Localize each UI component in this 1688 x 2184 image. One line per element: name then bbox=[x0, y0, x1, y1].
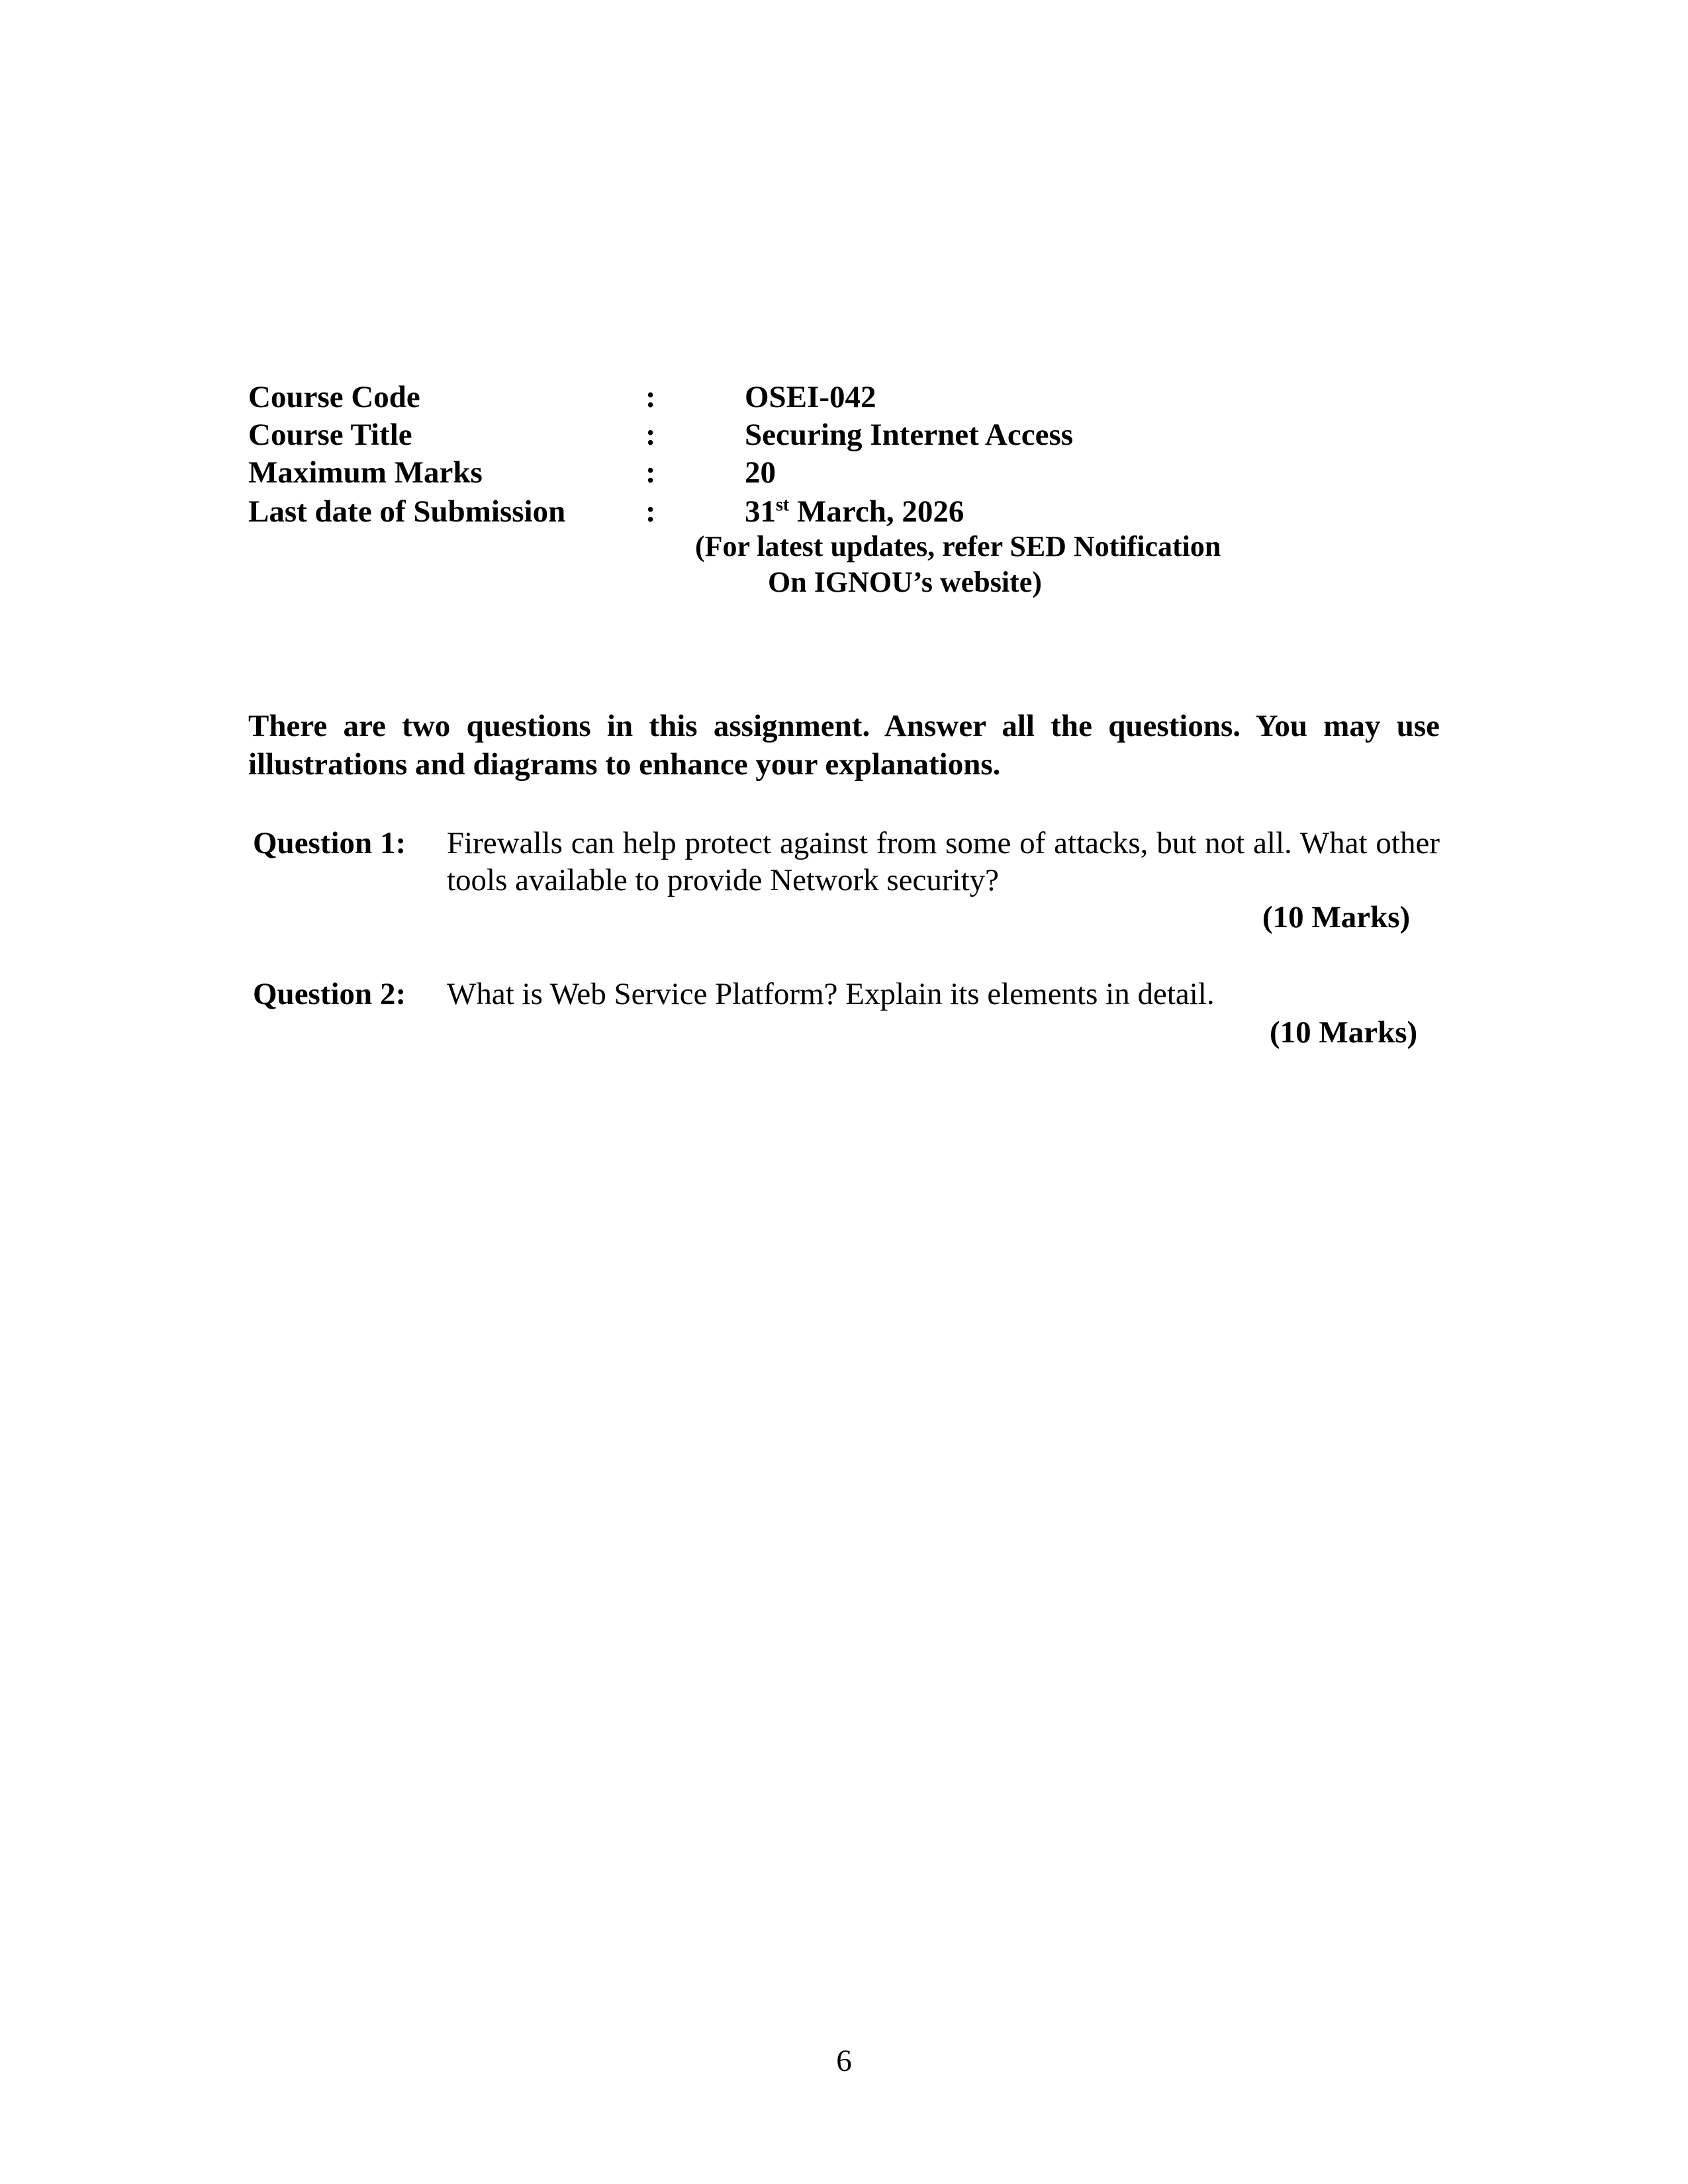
maximum-marks-value: 20 bbox=[745, 455, 776, 490]
course-title-value: Securing Internet Access bbox=[745, 418, 1074, 452]
last-date-colon: : bbox=[645, 494, 656, 529]
question-1-marks: (10 Marks) bbox=[1262, 900, 1411, 934]
maximum-marks-label: Maximum Marks bbox=[248, 455, 483, 490]
course-title-colon: : bbox=[645, 418, 656, 452]
question-2-marks: (10 Marks) bbox=[1270, 1015, 1418, 1050]
question-1-label: Question 1: bbox=[253, 826, 406, 860]
last-date-suffix: st bbox=[776, 494, 790, 516]
last-date-label: Last date of Submission bbox=[248, 494, 566, 529]
course-code-colon: : bbox=[645, 380, 656, 414]
course-code-label: Course Code bbox=[248, 380, 420, 414]
last-date-rest: March, 2026 bbox=[789, 494, 964, 529]
notification-note-line1: (For latest updates, refer SED Notification bbox=[695, 530, 1221, 563]
question-2-label: Question 2: bbox=[253, 977, 406, 1011]
course-title-label: Course Title bbox=[248, 418, 412, 452]
course-code-value: OSEI-042 bbox=[745, 380, 876, 414]
page-number: 6 bbox=[836, 2044, 852, 2078]
last-date-day: 31 bbox=[745, 494, 776, 529]
question-2-text: What is Web Service Platform? Explain its elements in detail. bbox=[447, 977, 1215, 1011]
notification-note-line2: On IGNOU’s website) bbox=[768, 566, 1042, 598]
question-1-text: Firewalls can help protect against from some of attacks, but not all. What other tools available to provide Network security? bbox=[447, 826, 1440, 897]
maximum-marks-colon: : bbox=[645, 455, 656, 490]
last-date-value bbox=[745, 492, 964, 531]
assignment-instructions: There are two questions in this assignment. Answer all the questions. You may use illustrations and diagrams to enhance your explanations. bbox=[248, 709, 1440, 782]
